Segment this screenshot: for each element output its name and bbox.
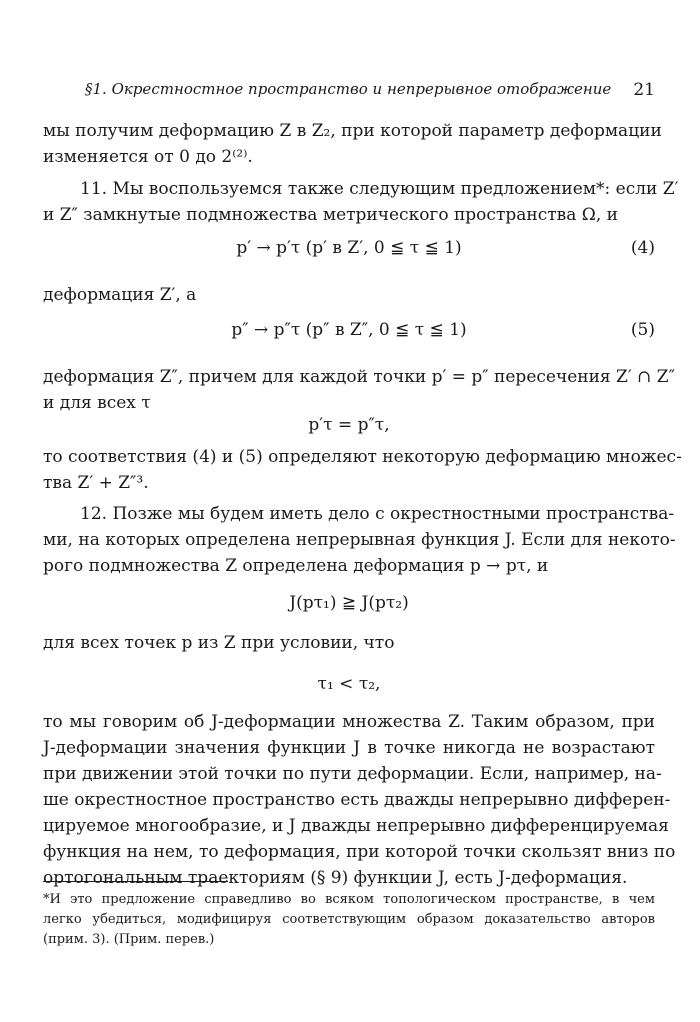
equation-number: (4) [630, 238, 655, 258]
text-line: цируемое многообразие, и J дважды непрерывно дифференцируемая [43, 816, 669, 836]
equation-4 [43, 238, 655, 264]
equation-body: p″ → p″τ (p″ в Z″, 0 ≦ τ ≦ 1) [231, 320, 467, 340]
footnote-line: легко убедиться, модифицируя соответствующим образом доказательство авторов [43, 912, 655, 927]
text-line: то соответствия (4) и (5) определяют некоторую деформацию множес- [43, 447, 682, 467]
equation-7: J(pτ₁) ≧ J(pτ₂) [289, 593, 409, 613]
text-line: и для всех τ [43, 393, 151, 413]
page-number: 21 [633, 80, 655, 100]
text-line: деформация Z′, а [43, 285, 197, 305]
running-header [85, 80, 655, 106]
footnote-line: *И это предложение справедливо во всяком топологическом пространстве, в чем [43, 892, 655, 907]
text-line: функция на нем, то деформация, при которой точки скользят вниз по [43, 842, 676, 862]
equation-6: p′τ = p″τ, [308, 415, 390, 435]
equation-5 [43, 320, 655, 346]
equation-8: τ₁ < τ₂, [317, 674, 381, 694]
text-line: J-деформации значения функции J в точке никогда не возрастают [43, 738, 655, 758]
paragraph-11-start: 11. Мы воспользуемся также следующим предложением*: если Z′ [80, 179, 679, 199]
footnote-line: (прим. 3). (Прим. перев.) [43, 932, 215, 947]
equation-number: (5) [630, 320, 655, 340]
section-title: §1. Окрестностное пространство и непрерывное отображение [85, 80, 612, 98]
text-line: ми, на которых определена непрерывная функция J. Если для некото- [43, 530, 676, 550]
text-line: рого подмножества Z определена деформация p → pτ, и [43, 556, 549, 576]
equation-body: p′ → p′τ (p′ в Z′, 0 ≦ τ ≦ 1) [236, 238, 462, 258]
paragraph-12-start: 12. Позже мы будем иметь дело с окрестностными пространства- [80, 504, 675, 524]
text-line: то мы говорим об J-деформации множества Z. Таким образом, при [43, 712, 655, 732]
text-line: деформация Z″, причем для каждой точки p′ = p″ пересечения Z′ ∩ Z″ [43, 367, 675, 387]
text-line: при движении этой точки по пути деформации. Если, например, на- [43, 764, 662, 784]
text-line: ше окрестностное пространство есть дважды непрерывно дифферен- [43, 790, 671, 810]
text-line: ортогональным траекториям (§ 9) функции J, есть J-деформация. [43, 868, 628, 888]
text-line: тва Z′ + Z″³. [43, 473, 149, 493]
text-line: для всех точек p из Z при условии, что [43, 633, 395, 653]
text-line: мы получим деформацию Z в Z₂, при которой параметр деформации [43, 121, 662, 141]
footnote-rule [43, 881, 228, 882]
text-line: изменяется от 0 до 2⁽²⁾. [43, 147, 253, 167]
text-line: и Z″ замкнутые подмножества метрического пространства Ω, и [43, 205, 618, 225]
